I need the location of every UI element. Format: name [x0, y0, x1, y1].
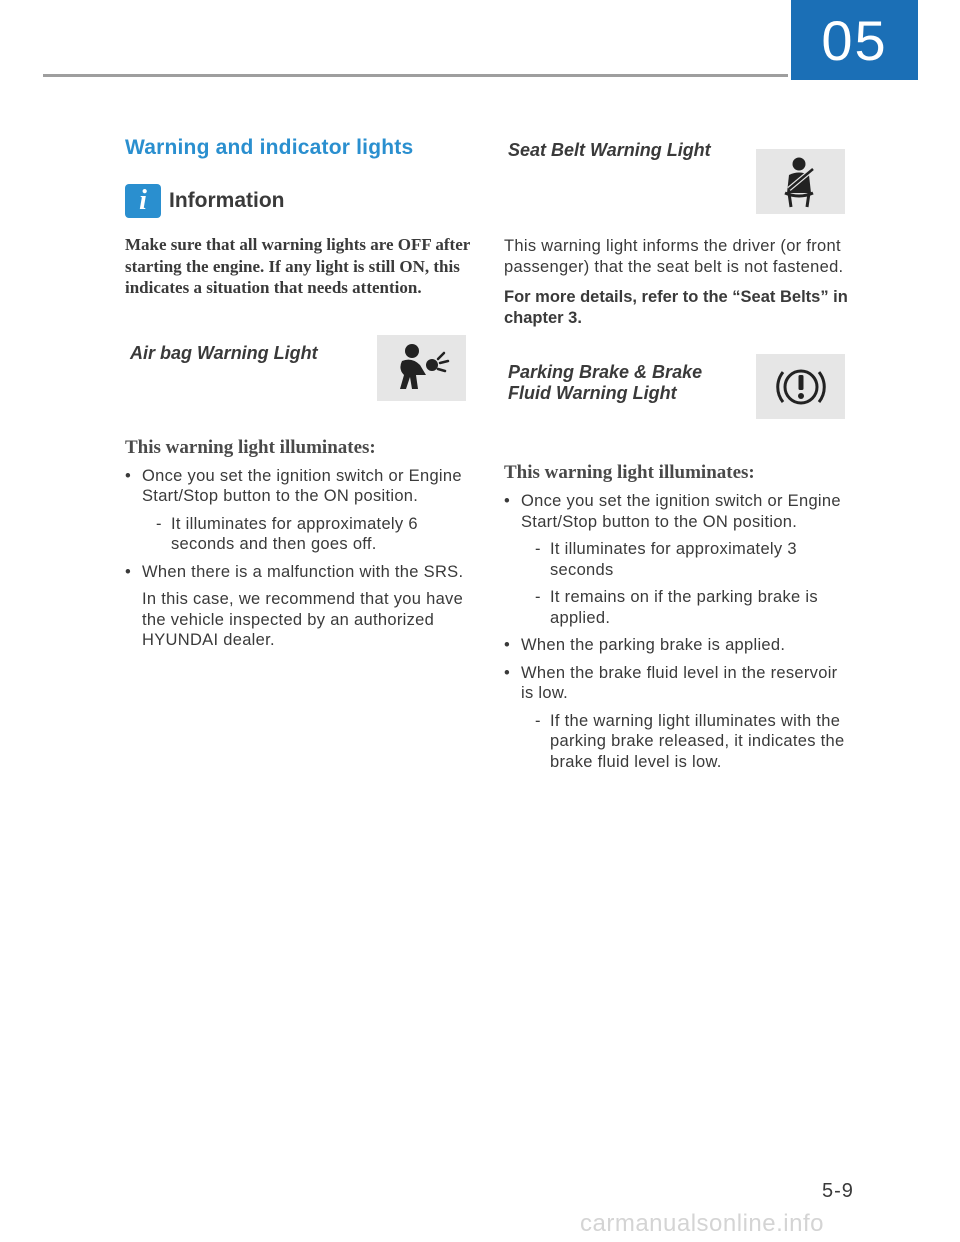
section-title: Warning and indicator lights	[125, 136, 414, 159]
right-column	[504, 130, 849, 772]
list-subitem: - If the warning light illuminates with the parking brake released, it indicates the brake fluid level is low.	[521, 711, 849, 773]
header-rule	[43, 74, 788, 77]
list-item: • When the brake fluid level in the reservoir is low. - If the warning light illuminates with the parking brake released, it indicates the brake fluid level is low.	[504, 663, 849, 773]
info-icon: i	[125, 184, 161, 218]
information-header	[125, 184, 470, 218]
list-item: • When there is a malfunction with the SRS. In this case, we recommend that you have the vehicle inspected by an authorized HYUNDAI dealer.	[125, 562, 470, 651]
watermark: carmanualsonline.info	[580, 1210, 824, 1237]
brake-illuminates-heading: This warning light illuminates:	[504, 462, 755, 483]
seatbelt-warning-icon	[756, 149, 845, 214]
brake-warning-title: Parking Brake & Brake Fluid Warning Light	[508, 362, 703, 403]
list-item: • Once you set the ignition switch or Engine Start/Stop button to the ON position. - It illuminates for approximately 3 seconds - It remains on if the parking brake is applied.	[504, 491, 849, 628]
left-column	[125, 130, 470, 651]
brake-warning-icon	[756, 354, 845, 419]
seatbelt-description: This warning light informs the driver (or front passenger) that the seat belt is not fastened.	[504, 237, 844, 276]
airbag-illuminates-heading: This warning light illuminates:	[125, 436, 376, 458]
chapter-tab	[791, 0, 918, 80]
airbag-warning-title: Air bag Warning Light	[130, 342, 318, 363]
airbag-bullet-list	[125, 466, 470, 651]
chapter-number: 05	[821, 8, 888, 72]
airbag-warning-icon	[377, 335, 466, 401]
information-title: Information	[169, 189, 285, 212]
list-paragraph: In this case, we recommend that you have the vehicle inspected by an authorized HYUNDAI dealer.	[142, 590, 464, 649]
list-subitem: - It remains on if the parking brake is applied.	[521, 587, 849, 628]
seatbelt-reference-note: For more details, refer to the “Seat Belts” in chapter 3.	[504, 288, 848, 327]
list-subitem: - It illuminates for approximately 6 seconds and then goes off.	[142, 514, 470, 555]
airbag-warning-block	[125, 343, 470, 433]
brake-bullet-list	[504, 491, 849, 772]
page-number: 5-9	[822, 1180, 854, 1202]
list-item: • When the parking brake is applied.	[504, 635, 849, 656]
list-item: • Once you set the ignition switch or Engine Start/Stop button to the ON position. - It illuminates for approximately 6 seconds and then goes off.	[125, 466, 470, 555]
seatbelt-warning-block	[504, 140, 849, 236]
list-subitem: - It illuminates for approximately 3 seconds	[521, 539, 849, 580]
information-body: Make sure that all warning lights are OFF after starting the engine. If any light is still ON, this indicates a situation that needs attention.	[125, 235, 471, 297]
brake-warning-block	[504, 362, 849, 462]
seatbelt-warning-title: Seat Belt Warning Light	[508, 140, 711, 160]
